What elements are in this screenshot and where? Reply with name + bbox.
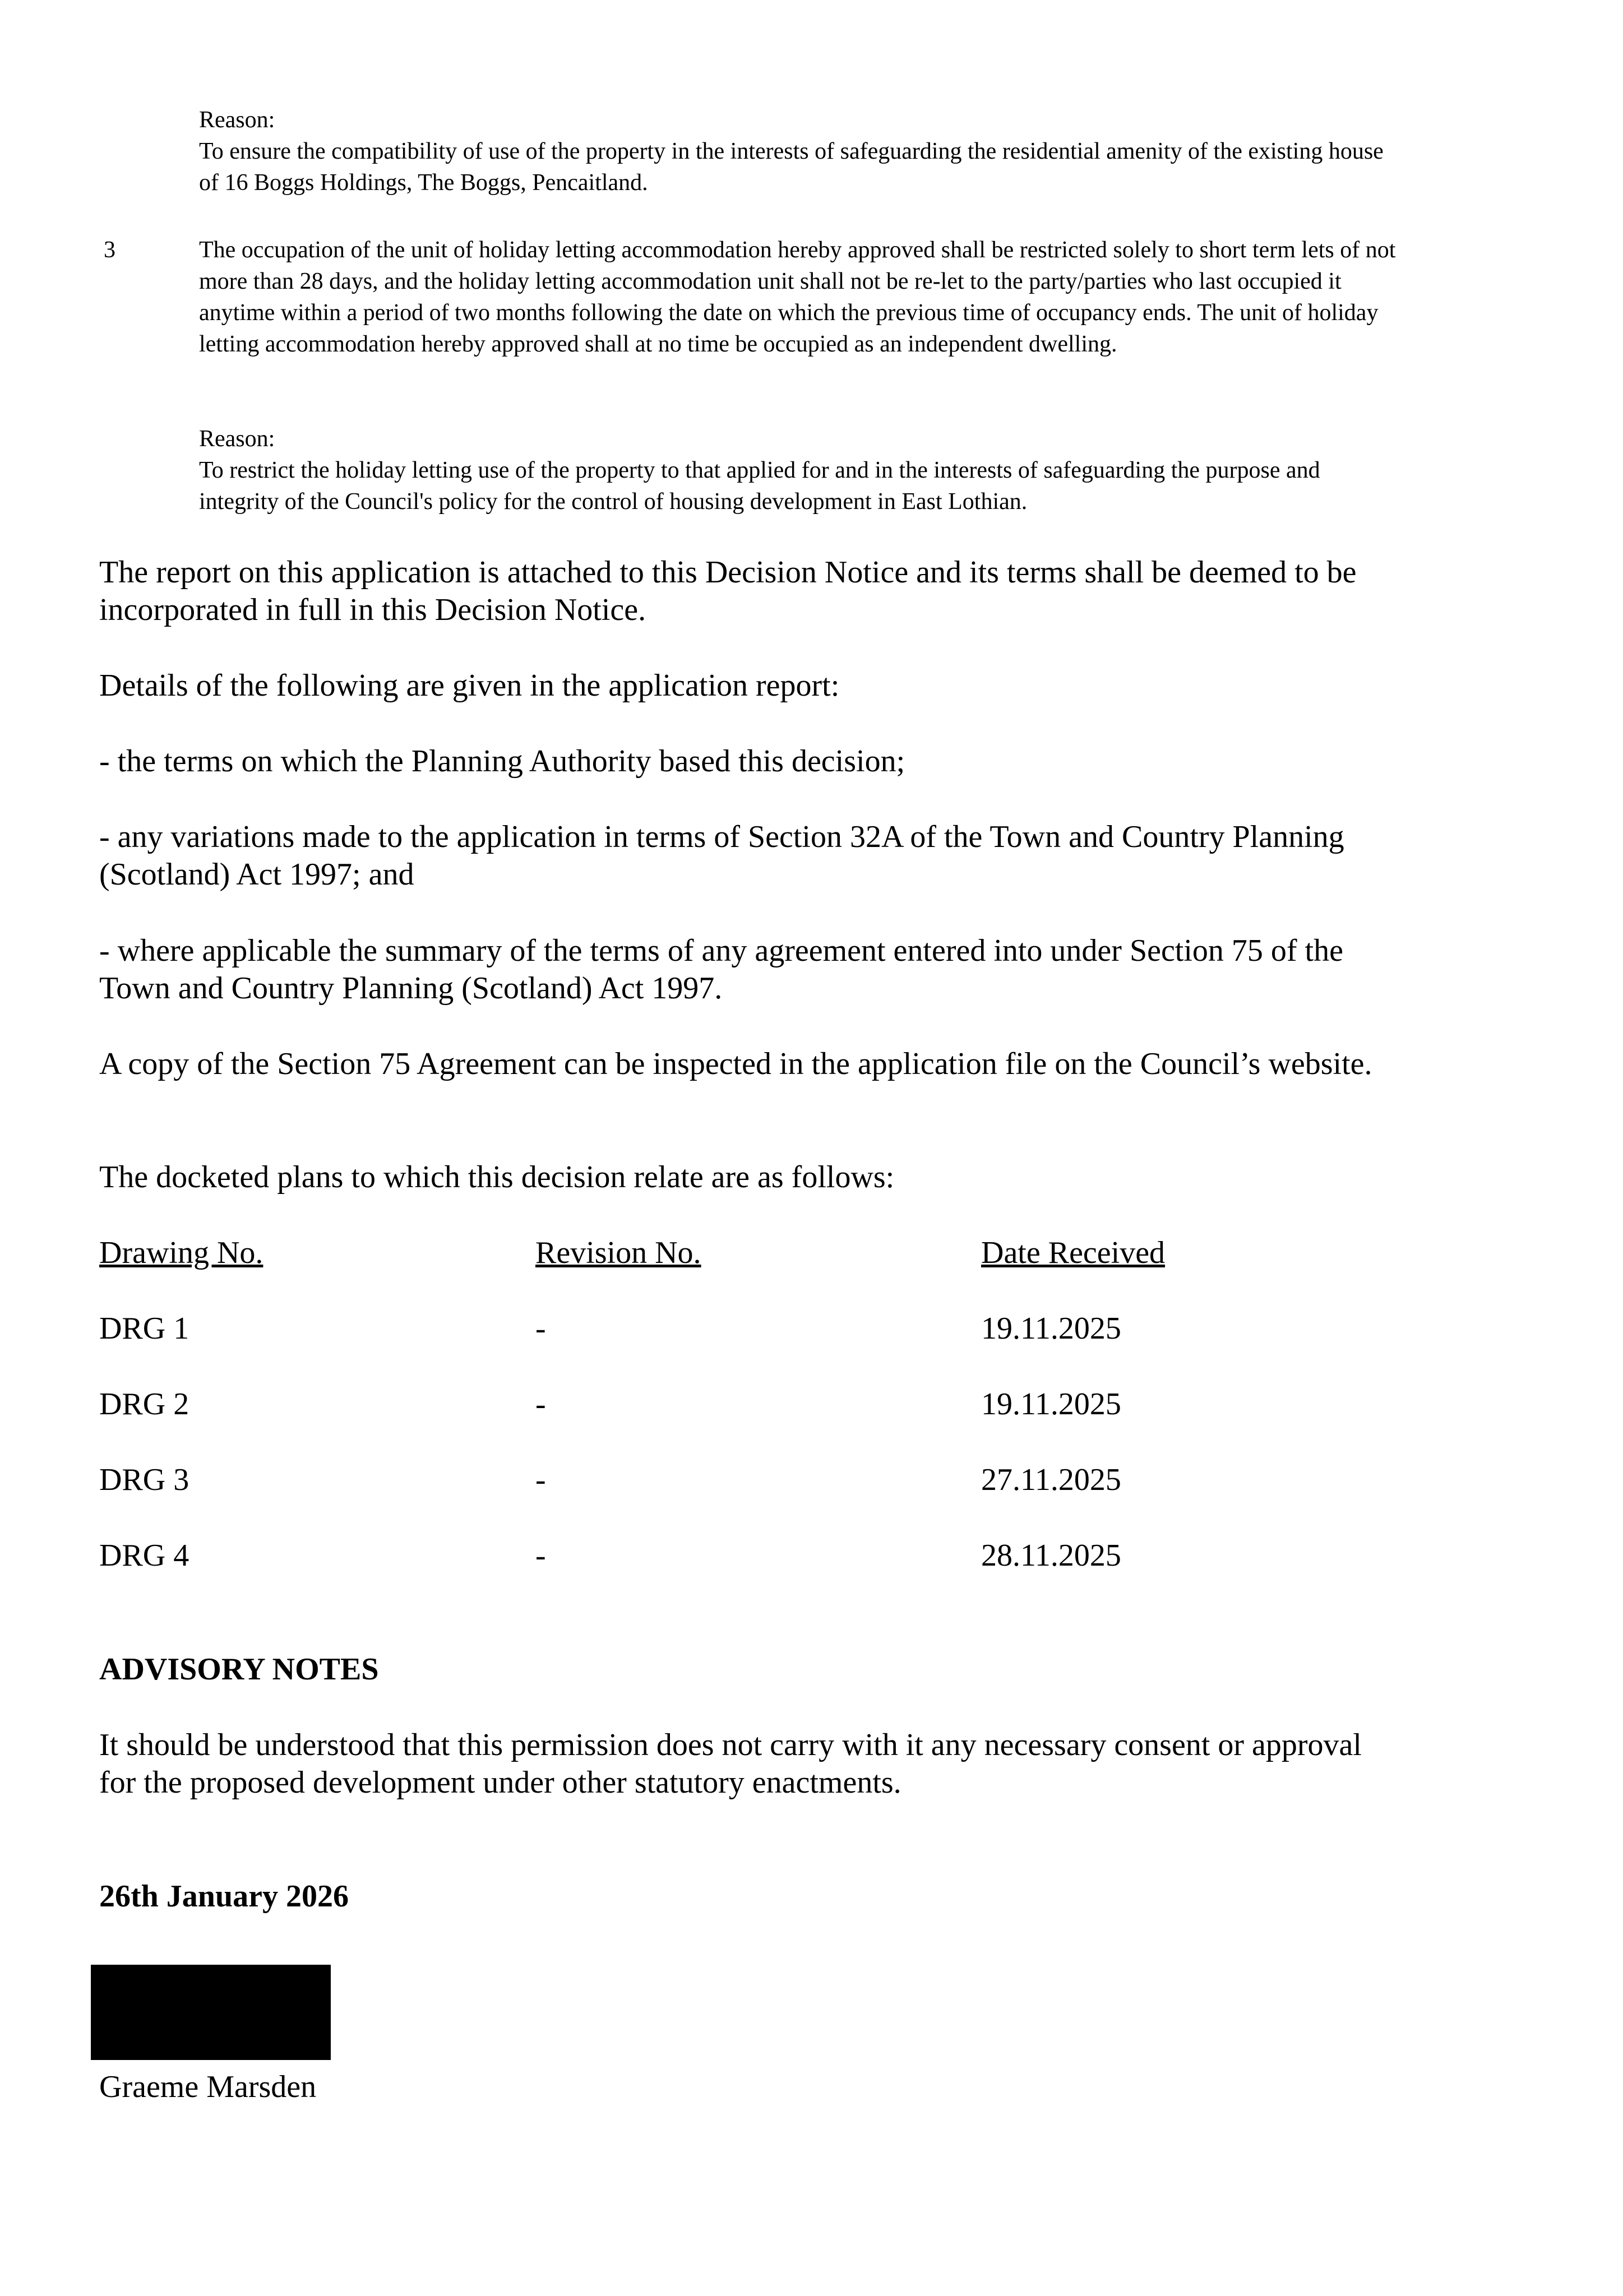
details-item-variations: - any variations made to the application in terms of Section 32A of the Town and Country Planning (Scotland) Act 1997; and (99, 820, 1344, 892)
condition-2-reason-text: To ensure the compatibility of use of the property in the interests of safeguarding the residential amenity of the existing house of 16 Boggs Holdings, The Boggs, Pencaitland. (199, 138, 1384, 196)
table-row-drawing: DRG 4 (99, 1538, 189, 1573)
table-row-date: 19.11.2025 (981, 1311, 1121, 1346)
report-paragraph: The report on this application is attached to this Decision Notice and its terms shall be deemed to be incorporated in full in this Decision Notice. (99, 555, 1357, 627)
condition-3-reason-text: To restrict the holiday letting use of the property to that applied for and in the interests of safeguarding the purpose and integrity of the Council's policy for the control of housing development in East Lothian. (199, 457, 1320, 515)
table-row-date: 19.11.2025 (981, 1387, 1121, 1422)
table-row-date: 28.11.2025 (981, 1538, 1121, 1573)
table-row-revision: - (535, 1462, 546, 1497)
plans-header-revision: Revision No. (535, 1235, 701, 1270)
details-item-agreement: - where applicable the summary of the terms of any agreement entered into under Section 75 of the Town and Country Planning (Scotland) Act 1997. (99, 933, 1343, 1006)
details-intro: Details of the following are given in the application report: (99, 668, 840, 703)
table-row-drawing: DRG 2 (99, 1387, 189, 1422)
redacted-signature (91, 1965, 331, 2060)
section-75-paragraph: A copy of the Section 75 Agreement can be inspected in the application file on the Council’s website. (99, 1047, 1372, 1081)
condition-3-text: The occupation of the unit of holiday letting accommodation hereby approved shall be restricted solely to short term lets of not more than 28 days, and the holiday letting accommodation unit shall not be re-let to the party/parties who last occupied it anytime within a period of two months following the date on which the previous time of occupancy ends. The unit of holiday letting accommodation hereby approved shall at no time be occupied as an independent dwelling. (199, 237, 1396, 357)
plans-header-drawing: Drawing No. (99, 1235, 263, 1270)
table-row-drawing: DRG 3 (99, 1462, 189, 1497)
decision-date: 26th January 2026 (99, 1879, 349, 1914)
condition-3-reason-label: Reason: (199, 426, 275, 452)
table-row-revision: - (535, 1538, 546, 1573)
table-row-revision: - (535, 1387, 546, 1422)
signatory-name: Graeme Marsden (99, 2070, 317, 2104)
condition-2-reason-label: Reason: (199, 107, 275, 133)
advisory-notes-text: It should be understood that this permission does not carry with it any necessary consent or approval for the proposed development under other statutory enactments. (99, 1728, 1362, 1800)
details-item-terms: - the terms on which the Planning Authority based this decision; (99, 744, 905, 779)
table-row-date: 27.11.2025 (981, 1462, 1121, 1497)
plans-header-date: Date Received (981, 1235, 1166, 1270)
condition-3-number: 3 (104, 237, 115, 263)
advisory-notes-heading: ADVISORY NOTES (99, 1652, 379, 1687)
table-row-revision: - (535, 1311, 546, 1346)
docketed-plans-intro: The docketed plans to which this decision relate are as follows: (99, 1160, 895, 1195)
table-row-drawing: DRG 1 (99, 1311, 189, 1346)
